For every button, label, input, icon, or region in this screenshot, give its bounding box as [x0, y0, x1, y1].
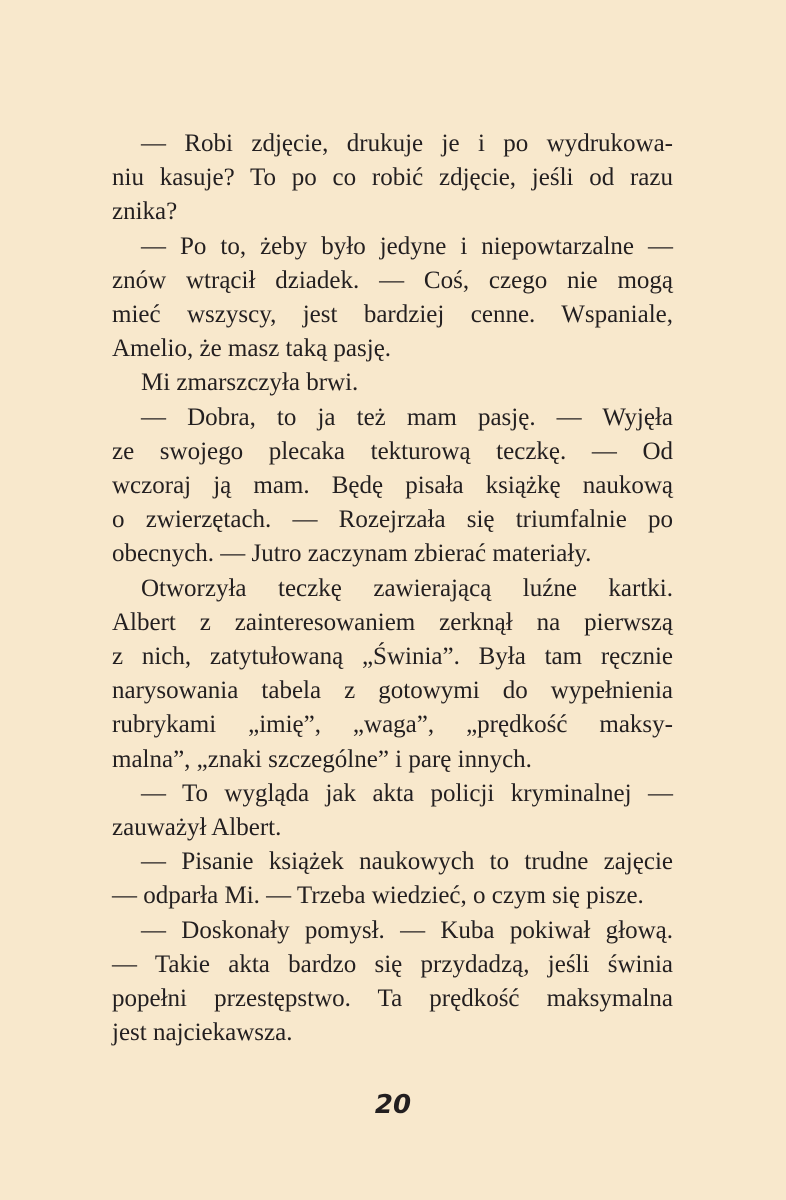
text-line: znów wtrącił dziadek. — Coś, czego nie mogą — [112, 266, 673, 294]
text-line: — Pisanie książek naukowych to trudne zajęcie — [141, 848, 673, 876]
text-line: Mi zmarszczyła brwi. — [141, 369, 359, 397]
text-line: — Robi zdjęcie, drukuje je i po wydrukowa- — [141, 130, 673, 157]
text-line: niu kasuje? To po co robić zdjęcie, jeśli od razu — [112, 164, 673, 192]
text-line: ze swojego plecaka tekturową teczkę. — Od — [112, 437, 673, 465]
text-line: wczoraj ją mam. Będę pisała książkę naukową — [112, 472, 673, 500]
text-line: — odparła Mi. — Trzeba wiedzieć, o czym się pisze. — [112, 882, 644, 910]
text-line: malna”, „znaki szczególne” i parę innych. — [112, 745, 532, 773]
text-line: — To wygląda jak akta policji kryminalnej — — [141, 779, 673, 807]
text-line: zauważył Albert. — [112, 814, 282, 842]
text-line: rubrykami „imię”, „waga”, „prędkość maksy- — [112, 711, 673, 739]
paragraph — [112, 777, 673, 845]
paragraph — [112, 401, 673, 572]
text-line: — Dobra, to ja też mam pasję. — Wyjęła — [141, 403, 673, 431]
text-line: z nich, zatytułowaną „Świnia”. Była tam ręcznie — [112, 643, 673, 671]
paragraph — [112, 845, 673, 913]
text-line: narysowania tabela z gotowymi do wypełnienia — [112, 677, 673, 705]
paragraph — [112, 914, 673, 1051]
text-line: — Doskonały pomysł. — Kuba pokiwał głową. — [141, 916, 673, 944]
book-page-text — [112, 127, 673, 1050]
paragraph — [112, 127, 673, 230]
text-line: Amelio, że masz taką pasję. — [112, 335, 392, 363]
text-line: — Po to, żeby było jedyne i niepowtarzalne — — [141, 232, 673, 260]
paragraph — [112, 572, 673, 777]
text-line: mieć wszyscy, jest bardziej cenne. Wspaniale, — [112, 301, 673, 329]
text-line: — Takie akta bardzo się przydadzą, jeśli świnia — [112, 950, 673, 978]
text-line: popełni przestępstwo. Ta prędkość maksymalna — [112, 985, 673, 1013]
text-line: obecnych. — Jutro zaczynam zbierać materiały. — [112, 540, 592, 568]
text-line: Otworzyła teczkę zawierającą luźne kartki. — [141, 574, 673, 602]
text-line: jest najciekawsza. — [112, 1019, 293, 1047]
paragraph — [112, 230, 673, 367]
paragraph — [112, 366, 673, 400]
page-number: 20 — [374, 1090, 412, 1120]
text-line: o zwierzętach. — Rozejrzała się triumfalnie po — [112, 506, 673, 534]
text-line: znika? — [112, 198, 178, 226]
text-line: Albert z zainteresowaniem zerknął na pierwszą — [112, 608, 673, 636]
